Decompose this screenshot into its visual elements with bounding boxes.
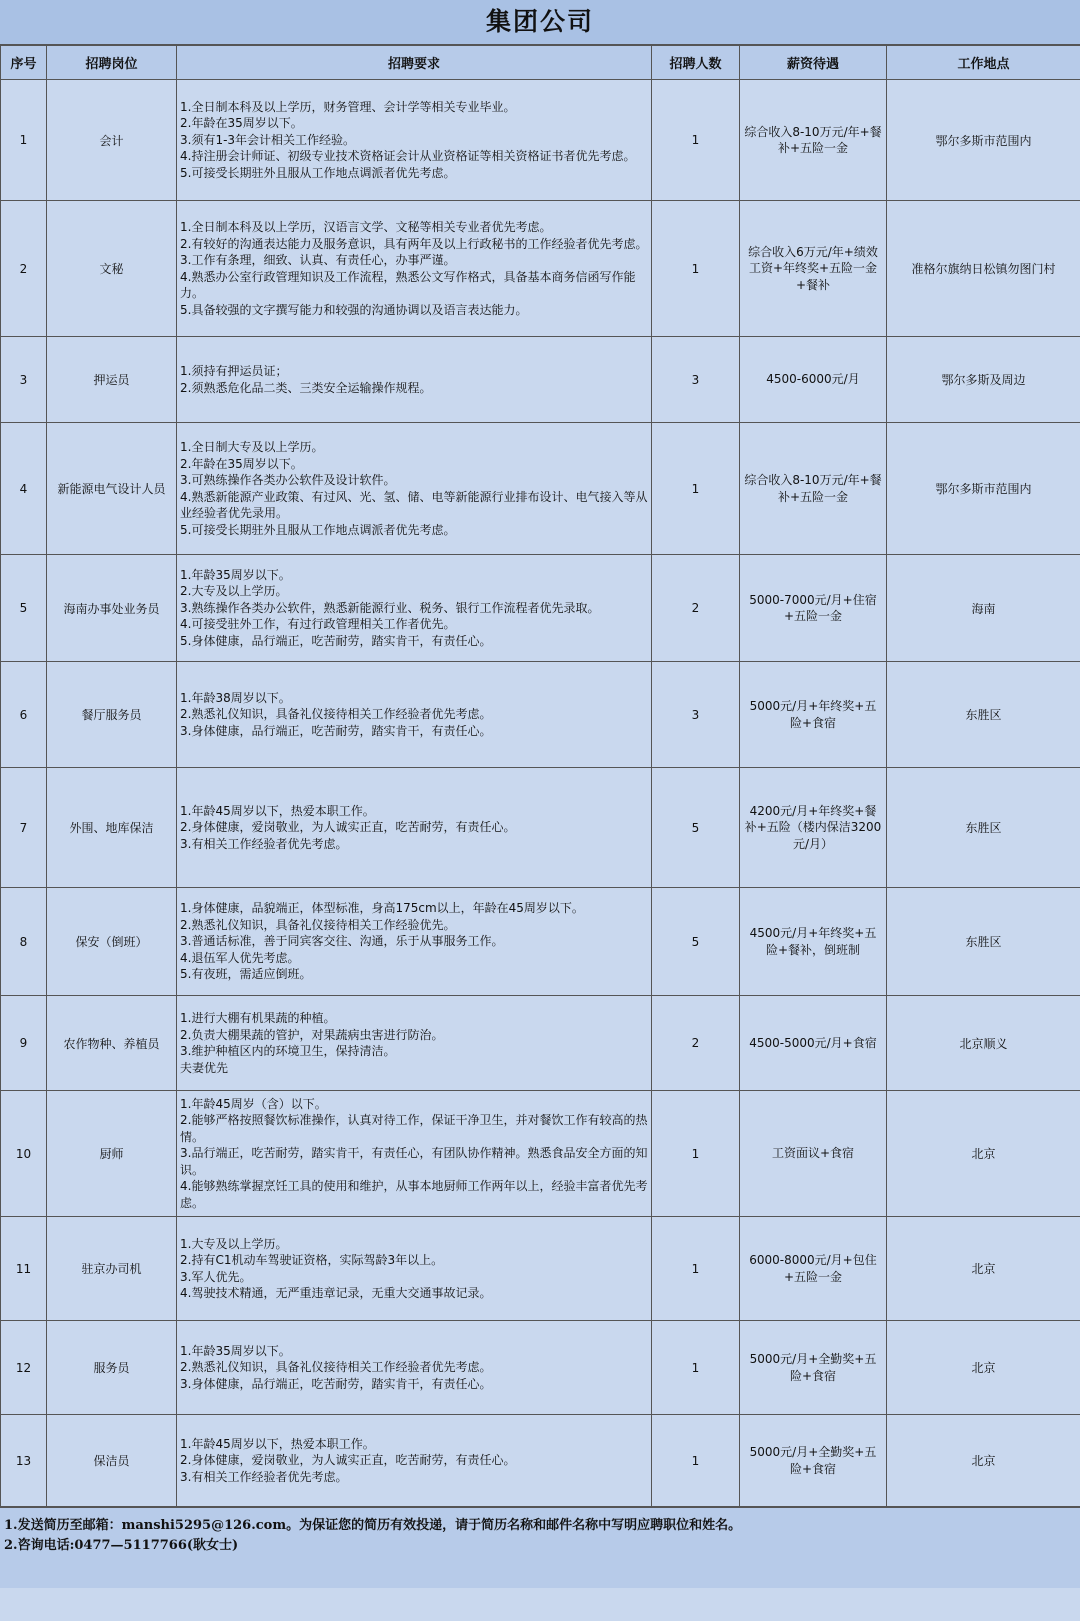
requirement-line: 夫妻优先 <box>180 1060 229 1075</box>
header-salary: 薪资待遇 <box>740 46 887 80</box>
cell-count: 1 <box>652 1415 740 1507</box>
cell-location: 准格尔旗纳日松镇勿图门村 <box>887 201 1080 337</box>
requirement-line: 5.具备较强的文字撰写能力和较强的沟通协调以及语言表达能力。 <box>180 302 528 317</box>
requirement-line: 2.熟悉礼仪知识，具备礼仪接待相关工作经验者优先考虑。 <box>180 1360 492 1375</box>
cell-location: 北京 <box>887 1091 1080 1217</box>
table-row <box>1 768 1080 888</box>
table-row <box>1 1321 1080 1415</box>
cell-location: 东胜区 <box>887 768 1080 888</box>
cell-requirements <box>177 996 652 1091</box>
requirement-line: 2.须熟悉危化品二类、三类安全运输操作规程。 <box>180 380 432 395</box>
requirement-line: 2.年龄在35周岁以下。 <box>180 456 303 471</box>
requirement-line: 3.品行端正，吃苦耐劳，踏实肯干，有责任心，有团队协作精神。熟悉食品安全方面的知识。 <box>180 1146 648 1177</box>
cell-no: 9 <box>1 996 47 1091</box>
requirement-line: 4.熟悉新能源产业政策、有过风、光、氢、储、电等新能源行业排布设计、电气接入等从业经验者优先录用。 <box>180 489 648 520</box>
header-requirements: 招聘要求 <box>177 46 652 80</box>
cell-location: 北京顺义 <box>887 996 1080 1091</box>
cell-count: 5 <box>652 888 740 996</box>
requirement-line: 2.持有C1机动车驾驶证资格，实际驾龄3年以上。 <box>180 1253 444 1267</box>
requirement-line: 1.年龄38周岁以下。 <box>180 690 291 705</box>
table-row <box>1 888 1080 996</box>
table-row <box>1 337 1080 423</box>
cell-no: 11 <box>1 1217 47 1321</box>
cell-location: 东胜区 <box>887 662 1080 768</box>
cell-position: 保洁员 <box>47 1415 177 1507</box>
cell-salary: 6000-8000元/月+包住+五险一金 <box>740 1217 887 1321</box>
cell-location: 鄂尔多斯及周边 <box>887 337 1080 423</box>
cell-location: 鄂尔多斯市范围内 <box>887 80 1080 201</box>
requirement-line: 2.负责大棚果蔬的管护，对果蔬病虫害进行防治。 <box>180 1027 444 1042</box>
table-row <box>1 996 1080 1091</box>
cell-position: 海南办事处业务员 <box>47 555 177 662</box>
cell-count: 1 <box>652 1091 740 1217</box>
requirement-line: 1.须持有押运员证； <box>180 364 288 378</box>
table-row <box>1 1217 1080 1321</box>
cell-salary: 4200元/月+年终奖+餐补+五险（楼内保洁3200元/月） <box>740 768 887 888</box>
table-row <box>1 80 1080 201</box>
contact-footer <box>0 1507 1080 1588</box>
cell-location: 北京 <box>887 1415 1080 1507</box>
table-row <box>1 1415 1080 1507</box>
requirement-line: 1.年龄45周岁以下，热爱本职工作。 <box>180 803 375 818</box>
requirement-line: 3.有相关工作经验者优先考虑。 <box>180 1469 348 1484</box>
cell-no: 4 <box>1 423 47 555</box>
cell-salary: 4500-5000元/月+食宿 <box>740 996 887 1091</box>
cell-position: 服务员 <box>47 1321 177 1415</box>
requirement-line: 3.须有1-3年会计相关工作经验。 <box>180 132 356 147</box>
table-row <box>1 201 1080 337</box>
cell-location: 海南 <box>887 555 1080 662</box>
cell-salary: 5000-7000元/月+住宿+五险一金 <box>740 555 887 662</box>
requirement-line: 2.大专及以上学历。 <box>180 584 288 599</box>
table-row <box>1 1091 1080 1217</box>
requirement-line: 1.全日制本科及以上学历，汉语言文学、文秘等相关专业者优先考虑。 <box>180 220 552 234</box>
cell-requirements <box>177 1091 652 1217</box>
requirement-line: 3.普通话标准，善于同宾客交往、沟通，乐于从事服务工作。 <box>180 934 504 949</box>
cell-requirements <box>177 1415 652 1507</box>
requirement-line: 3.有相关工作经验者优先考虑。 <box>180 836 348 851</box>
requirement-line: 1.大专及以上学历。 <box>180 1236 288 1251</box>
cell-count: 2 <box>652 555 740 662</box>
cell-salary: 综合收入6万元/年+绩效工资+年终奖+五险一金+餐补 <box>740 201 887 337</box>
table-row <box>1 555 1080 662</box>
cell-salary: 综合收入8-10万元/年+餐补+五险一金 <box>740 423 887 555</box>
cell-salary: 工资面议+食宿 <box>740 1091 887 1217</box>
cell-salary: 综合收入8-10万元/年+餐补+五险一金 <box>740 80 887 201</box>
cell-position: 农作物种、养植员 <box>47 996 177 1091</box>
requirement-line: 4.驾驶技术精通，无严重违章记录，无重大交通事故记录。 <box>180 1286 492 1300</box>
cell-salary: 4500元/月+年终奖+五险+餐补，倒班制 <box>740 888 887 996</box>
cell-position: 押运员 <box>47 337 177 423</box>
table-row <box>1 662 1080 768</box>
cell-count: 1 <box>652 80 740 201</box>
cell-no: 1 <box>1 80 47 201</box>
cell-count: 5 <box>652 768 740 888</box>
header-position: 招聘岗位 <box>47 46 177 80</box>
cell-requirements <box>177 80 652 201</box>
requirement-line: 1.年龄45周岁（含）以下。 <box>180 1096 327 1111</box>
cell-position: 新能源电气设计人员 <box>47 423 177 555</box>
header-row <box>1 46 1080 80</box>
table-row <box>1 423 1080 555</box>
cell-position: 餐厅服务员 <box>47 662 177 768</box>
cell-no: 2 <box>1 201 47 337</box>
footer-email-line: 1.发送简历至邮箱：manshi5295@126.com。为保证您的简历有效投递，请于简历名称和邮件名称中写明应聘职位和姓名。 <box>4 1518 742 1533</box>
requirement-line: 4.持注册会计师证、初级专业技术资格证会计从业资格证等相关资格证书者优先考虑。 <box>180 149 636 164</box>
requirement-line: 3.身体健康，品行端正，吃苦耐劳，踏实肯干，有责任心。 <box>180 1376 492 1391</box>
cell-requirements <box>177 662 652 768</box>
requirement-line: 3.维护种植区内的环境卫生，保持清洁。 <box>180 1044 396 1058</box>
recruitment-table <box>0 45 1080 1507</box>
requirement-line: 4.退伍军人优先考虑。 <box>180 950 300 965</box>
cell-no: 3 <box>1 337 47 423</box>
cell-position: 保安（倒班） <box>47 888 177 996</box>
cell-position: 会计 <box>47 80 177 201</box>
footer-phone-line: 2.咨询电话:0477—5117766(耿女士) <box>4 1538 239 1553</box>
requirement-line: 4.熟悉办公室行政管理知识及工作流程，熟悉公文写作格式，具备基本商务信函写作能力。 <box>180 269 636 300</box>
cell-location: 北京 <box>887 1321 1080 1415</box>
cell-salary: 5000元/月+全勤奖+五险+食宿 <box>740 1321 887 1415</box>
cell-requirements <box>177 888 652 996</box>
cell-requirements <box>177 555 652 662</box>
cell-position: 外围、地库保洁 <box>47 768 177 888</box>
cell-location: 北京 <box>887 1217 1080 1321</box>
requirement-line: 1.全日制本科及以上学历，财务管理、会计学等相关专业毕业。 <box>180 99 516 114</box>
requirement-line: 5.可接受长期驻外且服从工作地点调派者优先考虑。 <box>180 165 456 180</box>
cell-count: 1 <box>652 1217 740 1321</box>
cell-count: 1 <box>652 201 740 337</box>
cell-no: 6 <box>1 662 47 768</box>
requirement-line: 4.可接受驻外工作，有过行政管理相关工作者优先。 <box>180 617 456 632</box>
requirement-line: 2.有较好的沟通表达能力及服务意识，具有两年及以上行政秘书的工作经验者优先考虑。 <box>180 236 648 251</box>
cell-no: 10 <box>1 1091 47 1217</box>
cell-requirements <box>177 1321 652 1415</box>
cell-position: 文秘 <box>47 201 177 337</box>
requirement-line: 3.熟练操作各类办公软件，熟悉新能源行业、税务、银行工作流程者优先录取。 <box>180 600 600 615</box>
cell-no: 5 <box>1 555 47 662</box>
cell-salary: 5000元/月+全勤奖+五险+食宿 <box>740 1415 887 1507</box>
cell-location: 鄂尔多斯市范围内 <box>887 423 1080 555</box>
cell-no: 7 <box>1 768 47 888</box>
cell-requirements <box>177 768 652 888</box>
cell-count: 3 <box>652 337 740 423</box>
cell-no: 8 <box>1 888 47 996</box>
requirement-line: 1.年龄35周岁以下。 <box>180 1343 291 1358</box>
requirement-line: 2.熟悉礼仪知识，具备礼仪接待相关工作经验优先。 <box>180 917 456 932</box>
cell-salary: 5000元/月+年终奖+五险+食宿 <box>740 662 887 768</box>
cell-count: 1 <box>652 423 740 555</box>
cell-position: 驻京办司机 <box>47 1217 177 1321</box>
requirement-line: 4.能够熟练掌握烹饪工具的使用和维护，从事本地厨师工作两年以上，经验丰富者优先考虑。 <box>180 1179 648 1210</box>
header-count: 招聘人数 <box>652 46 740 80</box>
requirement-line: 1.年龄35周岁以下。 <box>180 567 291 582</box>
requirement-line: 3.工作有条理，细致、认真、有责任心，办事严谨。 <box>180 253 456 267</box>
cell-count: 3 <box>652 662 740 768</box>
page-title: 集团公司 <box>0 0 1080 45</box>
requirement-line: 5.身体健康，品行端正，吃苦耐劳，踏实肯干，有责任心。 <box>180 633 492 648</box>
cell-requirements <box>177 1217 652 1321</box>
requirement-line: 5.可接受长期驻外且服从工作地点调派者优先考虑。 <box>180 522 456 537</box>
cell-requirements <box>177 337 652 423</box>
cell-no: 13 <box>1 1415 47 1507</box>
cell-requirements <box>177 423 652 555</box>
requirement-line: 1.全日制大专及以上学历。 <box>180 440 324 454</box>
requirement-line: 3.身体健康，品行端正，吃苦耐劳，踏实肯干，有责任心。 <box>180 723 492 738</box>
requirement-line: 2.年龄在35周岁以下。 <box>180 116 303 131</box>
requirement-line: 2.身体健康，爱岗敬业，为人诚实正直，吃苦耐劳，有责任心。 <box>180 1453 516 1468</box>
requirement-line: 2.能够严格按照餐饮标准操作，认真对待工作，保证干净卫生，并对餐饮工作有较高的热情。 <box>180 1113 648 1144</box>
requirement-line: 5.有夜班，需适应倒班。 <box>180 967 312 982</box>
requirement-line: 2.熟悉礼仪知识，具备礼仪接待相关工作经验者优先考虑。 <box>180 707 492 722</box>
cell-count: 2 <box>652 996 740 1091</box>
requirement-line: 3.军人优先。 <box>180 1269 252 1284</box>
cell-no: 12 <box>1 1321 47 1415</box>
requirement-line: 2.身体健康，爱岗敬业，为人诚实正直，吃苦耐劳，有责任心。 <box>180 820 516 835</box>
header-location: 工作地点 <box>887 46 1080 80</box>
requirement-line: 1.进行大棚有机果蔬的种植。 <box>180 1011 336 1025</box>
cell-count: 1 <box>652 1321 740 1415</box>
cell-requirements <box>177 201 652 337</box>
cell-salary: 4500-6000元/月 <box>740 337 887 423</box>
requirement-line: 3.可熟练操作各类办公软件及设计软件。 <box>180 473 396 487</box>
requirement-line: 1.身体健康，品貌端正，体型标准，身高175cm以上，年龄在45周岁以下。 <box>180 901 584 916</box>
header-no: 序号 <box>1 46 47 80</box>
cell-location: 东胜区 <box>887 888 1080 996</box>
requirement-line: 1.年龄45周岁以下，热爱本职工作。 <box>180 1436 375 1451</box>
cell-position: 厨师 <box>47 1091 177 1217</box>
